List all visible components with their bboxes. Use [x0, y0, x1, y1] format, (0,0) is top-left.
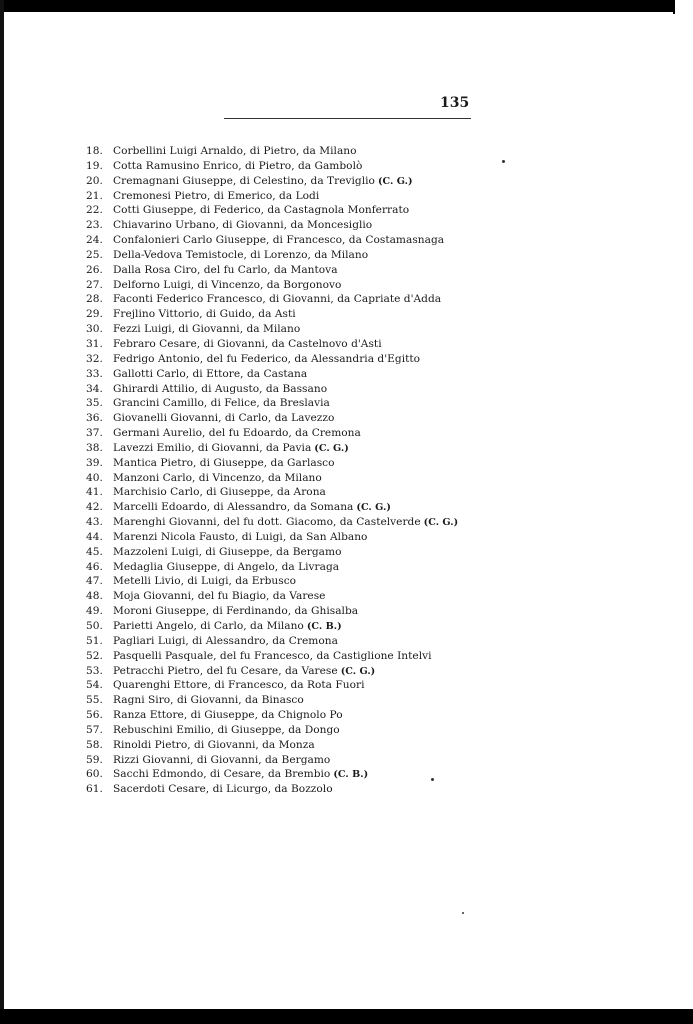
entry-number: 52. [86, 649, 103, 662]
entry-note: (C. G.) [377, 175, 413, 187]
entry-number: 41. [86, 486, 103, 499]
list-item [86, 574, 506, 589]
entry-number: 60. [86, 768, 103, 781]
list-item [86, 248, 506, 263]
entry-text: Confalonieri Carlo Giuseppe, di Francesco, da Costamasnaga [113, 234, 445, 247]
list-item [86, 708, 506, 723]
entry-text: Faconti Federico Francesco, di Giovanni, da Capriate d'Adda [113, 293, 442, 306]
entry-number: 22. [86, 204, 103, 217]
entry-text: Manzoni Carlo, di Vincenzo, da Milano [113, 471, 322, 484]
entry-text: Ranza Ettore, di Giuseppe, da Chignolo Po [113, 709, 343, 722]
entry-text: Delforno Luigi, di Vincenzo, da Borgonovo [113, 278, 342, 291]
scan-border-top [0, 0, 693, 12]
entry-text: Ragni Siro, di Giovanni, da Binasco [113, 694, 304, 707]
entry-number: 50. [86, 620, 103, 632]
entry-text: Della-Vedova Temistocle, di Lorenzo, da Milano [113, 248, 369, 261]
list-item [86, 500, 506, 515]
list-item [86, 174, 506, 189]
entry-number: 44. [86, 530, 103, 543]
entry-text: Metelli Livio, di Luigi, da Erbusco [113, 575, 297, 588]
entry-number: 33. [86, 367, 103, 380]
entry-number: 55. [86, 694, 103, 707]
list-item [86, 649, 506, 664]
list-item [86, 218, 506, 233]
entry-number: 59. [86, 753, 103, 766]
list-item [86, 292, 506, 307]
entry-text: Dalla Rosa Ciro, del fu Carlo, da Mantova [113, 263, 338, 276]
entry-text: Mazzoleni Luigi, di Giuseppe, da Bergamo [113, 545, 342, 558]
ink-speck [462, 912, 464, 914]
list-item [86, 278, 506, 293]
list-item [86, 619, 506, 634]
entry-note: (C. G.) [314, 442, 349, 454]
entry-number: 18. [86, 145, 103, 157]
page-number: 135 [440, 95, 470, 111]
list-item [86, 337, 506, 352]
entry-text: Frejlino Vittorio, di Guido, da Asti [113, 308, 296, 321]
list-item [86, 560, 506, 575]
ink-speck [431, 778, 434, 781]
entry-text: Parietti Angelo, di Carlo, da Milano [113, 620, 304, 632]
list-item [86, 589, 506, 604]
entry-number: 57. [86, 723, 103, 736]
entry-text: Mantica Pietro, di Giuseppe, da Garlasco [113, 456, 335, 469]
list-item [86, 441, 506, 456]
list-item [86, 738, 506, 753]
entry-text: Rizzi Giovanni, di Giovanni, da Bergamo [113, 753, 331, 766]
list-item [86, 782, 506, 797]
entry-text: Febraro Cesare, di Giovanni, da Castelnovo d'Asti [113, 337, 382, 350]
entry-text: Ghirardi Attilio, di Augusto, da Bassano [113, 382, 328, 395]
header-rule [224, 118, 471, 119]
entry-number: 56. [86, 709, 103, 722]
list-item [86, 530, 506, 545]
entry-number: 34. [86, 382, 103, 395]
entry-text: Cotta Ramusino Enrico, di Pietro, da Gambolò [113, 159, 363, 172]
entry-text: Sacchi Edmondo, di Cesare, da Brembio [113, 768, 331, 781]
entry-number: 47. [86, 575, 103, 588]
entry-number: 20. [86, 174, 103, 187]
entry-number: 37. [86, 427, 103, 440]
entry-number: 21. [86, 189, 103, 202]
entry-text: Petracchi Pietro, del fu Cesare, da Varese [113, 664, 338, 677]
scan-corner-mark [673, 0, 693, 14]
entry-number: 43. [86, 516, 103, 529]
entry-list [86, 144, 506, 797]
entry-note: (C. G.) [356, 502, 391, 514]
list-item [86, 203, 506, 218]
entry-note: (C. B.) [333, 769, 369, 781]
list-item [86, 352, 506, 367]
entry-number: 45. [86, 545, 103, 558]
entry-text: Marenzi Nicola Fausto, di Luigi, da San Albano [113, 530, 368, 543]
entry-text: Fezzi Luigi, di Giovanni, da Milano [113, 323, 301, 336]
ink-speck [502, 160, 505, 163]
list-item [86, 767, 506, 782]
entry-number: 40. [86, 471, 103, 484]
entry-number: 19. [86, 159, 103, 172]
list-item [86, 411, 506, 426]
list-item [86, 159, 506, 174]
entry-number: 51. [86, 634, 103, 647]
list-item [86, 471, 506, 486]
entry-number: 35. [86, 397, 103, 410]
entry-text: Lavezzi Emilio, di Giovanni, da Pavia [113, 441, 312, 454]
entry-number: 32. [86, 352, 103, 365]
list-item [86, 456, 506, 471]
entry-number: 58. [86, 738, 103, 751]
list-item [86, 367, 506, 382]
entry-text: Rebuschini Emilio, di Giuseppe, da Dongo [113, 723, 340, 736]
list-item [86, 307, 506, 322]
entry-number: 53. [86, 664, 103, 677]
entry-number: 54. [86, 679, 103, 692]
entry-text: Moja Giovanni, del fu Biagio, da Varese [113, 590, 326, 603]
entry-text: Corbellini Luigi Arnaldo, di Pietro, da Milano [113, 145, 357, 157]
entry-text: Marenghi Giovanni, del fu dott. Giacomo, da Castelverde [113, 516, 421, 529]
entry-number: 36. [86, 412, 103, 425]
entry-text: Cotti Giuseppe, di Federico, da Castagnola Monferrato [113, 204, 410, 217]
entry-note: (C. G.) [423, 517, 459, 529]
list-item [86, 634, 506, 649]
entry-number: 26. [86, 263, 103, 276]
list-item [86, 678, 506, 693]
list-item [86, 515, 506, 530]
list-item [86, 604, 506, 619]
entry-number: 38. [86, 441, 103, 454]
list-item [86, 382, 506, 397]
list-item [86, 396, 506, 411]
list-item [86, 322, 506, 337]
entry-number: 39. [86, 456, 103, 469]
scan-border-left [0, 0, 4, 1024]
entry-number: 28. [86, 293, 103, 306]
entry-number: 49. [86, 605, 103, 618]
entry-number: 48. [86, 590, 103, 603]
entry-number: 24. [86, 234, 103, 247]
entry-text: Fedrigo Antonio, del fu Federico, da Alessandria d'Egitto [113, 352, 421, 365]
entry-number: 61. [86, 783, 103, 796]
list-item [86, 753, 506, 768]
scan-border-bottom [0, 1009, 693, 1024]
list-item [86, 664, 506, 679]
list-item [86, 723, 506, 738]
entry-text: Cremonesi Pietro, di Emerico, da Lodi [113, 189, 320, 202]
entry-text: Marchisio Carlo, di Giuseppe, da Arona [113, 486, 326, 499]
entry-text: Moroni Giuseppe, di Ferdinando, da Ghisalba [113, 605, 359, 618]
entry-text: Pasquelli Pasquale, del fu Francesco, da Castiglione Intelvi [113, 649, 432, 662]
entry-number: 31. [86, 337, 103, 350]
entry-number: 42. [86, 501, 103, 514]
entry-text: Grancini Camillo, di Felice, da Breslavia [113, 397, 330, 410]
entry-text: Chiavarino Urbano, di Giovanni, da Moncesiglio [113, 219, 373, 232]
entry-text: Cremagnani Giuseppe, di Celestino, da Treviglio [113, 174, 375, 187]
entry-note: (C. B.) [306, 621, 342, 632]
entry-number: 23. [86, 219, 103, 232]
entry-text: Marcelli Edoardo, di Alessandro, da Somana [113, 501, 354, 514]
list-item [86, 485, 506, 500]
entry-number: 30. [86, 323, 103, 336]
entry-note: (C. G.) [340, 665, 376, 677]
list-item [86, 144, 506, 159]
list-item [86, 545, 506, 560]
entry-number: 29. [86, 308, 103, 321]
entry-number: 27. [86, 278, 103, 291]
entry-text: Sacerdoti Cesare, di Licurgo, da Bozzolo [113, 783, 333, 796]
list-item [86, 426, 506, 441]
list-item [86, 263, 506, 278]
entry-number: 46. [86, 560, 103, 573]
entry-text: Giovanelli Giovanni, di Carlo, da Lavezzo [113, 412, 335, 425]
list-item [86, 189, 506, 204]
entry-text: Rinoldi Pietro, di Giovanni, da Monza [113, 738, 315, 751]
entry-text: Medaglia Giuseppe, di Angelo, da Livraga [113, 560, 340, 573]
entry-number: 25. [86, 248, 103, 261]
list-item [86, 233, 506, 248]
entry-text: Gallotti Carlo, di Ettore, da Castana [113, 367, 308, 380]
entry-text: Germani Aurelio, del fu Edoardo, da Cremona [113, 427, 361, 440]
entry-text: Pagliari Luigi, di Alessandro, da Cremona [113, 634, 338, 647]
entry-text: Quarenghi Ettore, di Francesco, da Rota Fuori [113, 679, 365, 692]
list-item [86, 693, 506, 708]
